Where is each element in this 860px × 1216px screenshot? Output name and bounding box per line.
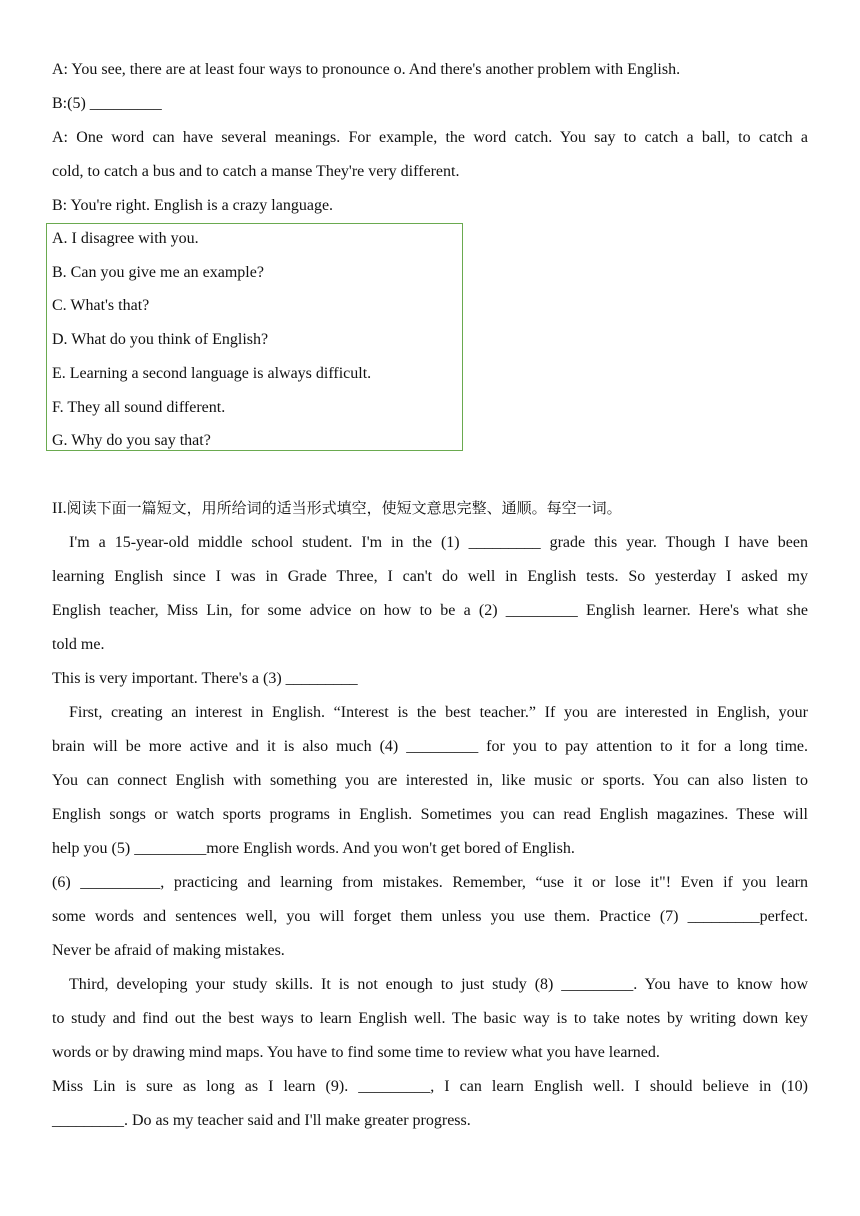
dialogue-line-2: B:(5) _________ (52, 95, 162, 112)
option-d: D. What do you think of English? (52, 331, 269, 349)
passage-line-10: help you (5) _________more English words. And you won't get bored of English. (52, 840, 575, 857)
section-2-instructions: 阅读下面一篇短文，用所给词的适当形式填空，使短文意思完整、通顺。每空一词。 (66, 499, 622, 517)
dialogue-line-1: A: You see, there are at least four ways to pronounce o. And there's another problem with English. (52, 61, 681, 78)
section-2-heading (52, 491, 808, 526)
passage-line-1: I'm a 15-year-old middle school student. I'm in the (1) _________ grade this year. Though I have been (69, 534, 808, 551)
option-g: G. Why do you say that? (52, 432, 211, 450)
passage-line-16: words or by drawing mind maps. You have to find some time to review what you have learned. (52, 1044, 660, 1061)
dialogue-line-4: B: You're right. English is a crazy language. (52, 197, 334, 214)
dialogue-line-3a: A: One word can have several meanings. For example, the word catch. You say to catch a ball, to catch a (52, 129, 808, 146)
passage-line-18: _________. Do as my teacher said and I'll make greater progress. (52, 1112, 471, 1129)
passage-line-5: This is very important. There's a (3) _________ (52, 670, 358, 687)
passage-line-6: First, creating an interest in English. “Interest is the best teacher.” If you are interested in English, your (69, 704, 808, 721)
dialogue-line-3b: cold, to catch a bus and to catch a manse They're very different. (52, 163, 460, 180)
option-a: A. I disagree with you. (52, 230, 199, 247)
option-e: E. Learning a second language is always difficult. (52, 364, 372, 382)
passage-line-2: learning English since I was in Grade Three, I can't do well in English tests. So yesterday I asked my (52, 568, 808, 585)
option-c: C. What's that? (52, 297, 150, 315)
passage-line-17: Miss Lin is sure as long as I learn (9). _________, I can learn English well. I should believe in (10) (52, 1078, 808, 1095)
section-2 (52, 491, 808, 1138)
passage-line-9: English songs or watch sports programs in English. Sometimes you can read English magazines. These will (52, 806, 808, 823)
passage-line-15: to study and find out the best ways to learn English well. The basic way is to take notes by writing down key (52, 1010, 808, 1027)
options-list (52, 222, 462, 458)
option-b: B. Can you give me an example? (52, 263, 264, 281)
passage-line-14: Third, developing your study skills. It is not enough to just study (8) _________. You have to know how (69, 976, 808, 993)
passage-line-4: told me. (52, 636, 105, 653)
passage-line-3: English teacher, Miss Lin, for some advice on how to be a (2) _________ English learner. Here's what she (52, 602, 808, 619)
passage-line-11: (6) __________, practicing and learning from mistakes. Remember, “use it or lose it"! Even if you learn (52, 874, 808, 891)
passage-line-13: Never be afraid of making mistakes. (52, 942, 285, 959)
section-2-number: II. (52, 500, 67, 517)
passage-line-7: brain will be more active and it is also much (4) _________ for you to pay attention to it for a long time. (52, 738, 808, 755)
passage-line-8: You can connect English with something you are interested in, like music or sports. You can also listen to (52, 772, 808, 789)
option-f: F. They all sound different. (52, 398, 226, 416)
dialogue-block (52, 53, 808, 223)
passage-line-12: some words and sentences well, you will forget them unless you use them. Practice (7) _________perfect. (52, 908, 808, 925)
